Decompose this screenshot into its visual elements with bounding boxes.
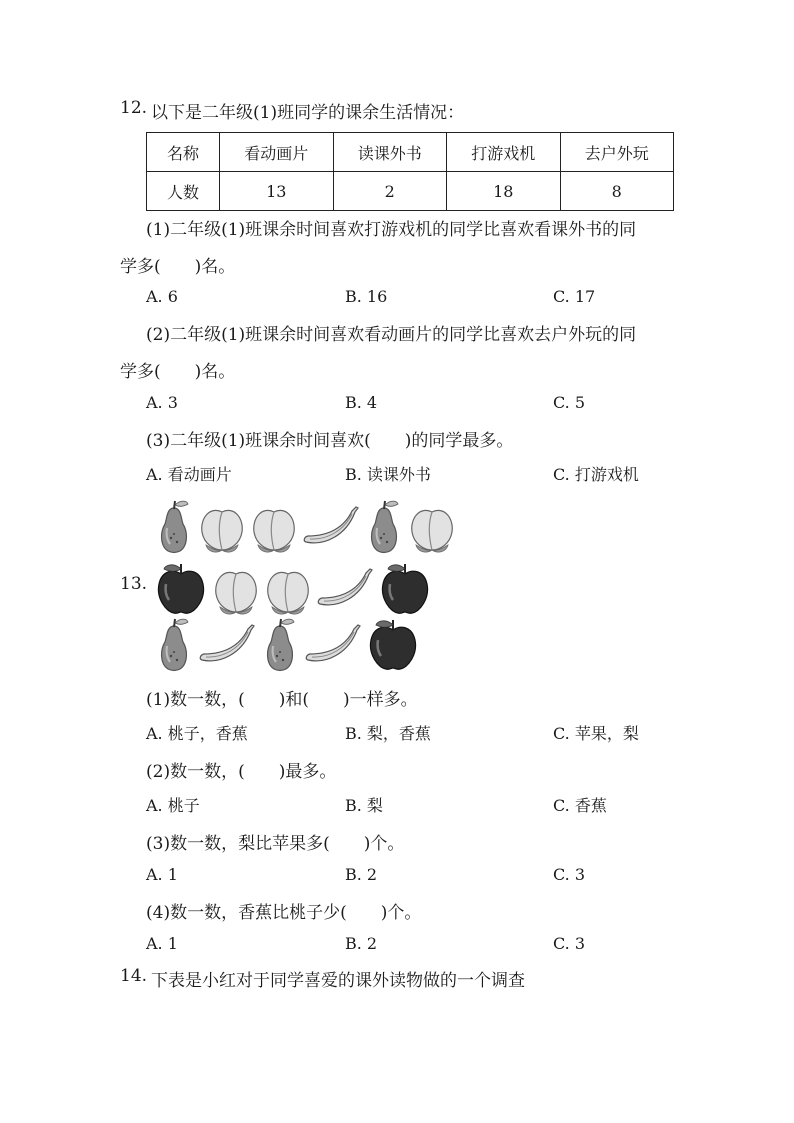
pear-icon — [260, 616, 300, 672]
q12-sub3-line1: (3)二年级(1)班课余时间喜欢( )的同学最多。 — [146, 431, 514, 451]
q12-stem: 以下是二年级(1)班同学的课余生活情况： — [151, 103, 465, 123]
q13-sub4-option-a[interactable]: A. 1 — [146, 934, 178, 953]
pear-icon — [364, 498, 404, 554]
pear-icon — [154, 616, 194, 672]
apple-icon — [366, 616, 420, 672]
q13-sub2-option-b[interactable]: B. 梨 — [345, 796, 383, 815]
table-cell: 打游戏机 — [447, 133, 561, 172]
q12-sub1-option-b[interactable]: B. 16 — [345, 287, 388, 306]
q13-number: 13. — [120, 574, 148, 594]
banana-icon — [316, 560, 374, 616]
apple-icon — [378, 560, 432, 616]
banana-icon — [302, 498, 360, 554]
q12-number: 12. — [120, 98, 148, 118]
table-cell: 去户外玩 — [560, 133, 674, 172]
q12-sub2-option-c[interactable]: C. 5 — [553, 393, 586, 412]
table-cell: 13 — [220, 172, 334, 211]
table-cell: 读课外书 — [333, 133, 447, 172]
table-row — [147, 133, 674, 172]
apple-icon — [154, 560, 208, 616]
q14-stem: 下表是小红对于同学喜爱的课外读物做的一个调查 — [151, 971, 525, 991]
q13-sub3-option-c[interactable]: C. 3 — [553, 865, 586, 884]
table-cell: 18 — [447, 172, 561, 211]
table-row — [147, 172, 674, 211]
table-cell: 看动画片 — [220, 133, 334, 172]
banana-icon — [304, 616, 362, 672]
q13-sub4-option-b[interactable]: B. 2 — [345, 934, 378, 953]
q13-sub1-option-b[interactable]: B. 梨，香蕉 — [345, 724, 431, 743]
q13-sub2-option-a[interactable]: A. 桃子 — [146, 796, 200, 815]
q13-sub3-option-a[interactable]: A. 1 — [146, 865, 178, 884]
peach-icon — [264, 560, 312, 616]
peach-icon — [250, 498, 298, 554]
q13-sub1-text: (1)数一数，( )和( )一样多。 — [146, 690, 418, 710]
q12-sub3-option-a[interactable]: A. 看动画片 — [146, 465, 232, 484]
q12-sub2-line1: (2)二年级(1)班课余时间喜欢看动画片的同学比喜欢去户外玩的同 — [146, 325, 637, 345]
pear-icon — [154, 498, 194, 554]
peach-icon — [212, 560, 260, 616]
q13-sub3-option-b[interactable]: B. 2 — [345, 865, 378, 884]
q13-sub4-option-c[interactable]: C. 3 — [553, 934, 586, 953]
table-cell: 人数 — [147, 172, 220, 211]
table-cell: 2 — [333, 172, 447, 211]
q12-sub1-option-a[interactable]: A. 6 — [146, 287, 178, 306]
q14-number: 14. — [120, 966, 148, 986]
q12-sub3-option-c[interactable]: C. 打游戏机 — [553, 465, 639, 484]
q12-sub1-option-c[interactable]: C. 17 — [553, 287, 596, 306]
peach-icon — [408, 498, 456, 554]
q12-sub1-line1: (1)二年级(1)班课余时间喜欢打游戏机的同学比喜欢看课外书的同 — [146, 220, 637, 240]
q12-sub2-option-b[interactable]: B. 4 — [345, 393, 378, 412]
q12-sub2-line2: 学多( )名。 — [120, 362, 236, 382]
q12-sub2-option-a[interactable]: A. 3 — [146, 393, 178, 412]
q13-sub2-option-c[interactable]: C. 香蕉 — [553, 796, 607, 815]
peach-icon — [198, 498, 246, 554]
q13-sub2-text: (2)数一数，( )最多。 — [146, 762, 337, 782]
banana-icon — [198, 616, 256, 672]
q12-table — [146, 132, 674, 211]
table-cell: 名称 — [147, 133, 220, 172]
q13-sub3-text: (3)数一数，梨比苹果多( )个。 — [146, 834, 405, 854]
q13-sub4-text: (4)数一数，香蕉比桃子少( )个。 — [146, 903, 422, 923]
q12-sub3-option-b[interactable]: B. 读课外书 — [345, 465, 431, 484]
q13-sub1-option-a[interactable]: A. 桃子，香蕉 — [146, 724, 248, 743]
q12-sub1-line2: 学多( )名。 — [120, 257, 236, 277]
table-cell: 8 — [560, 172, 674, 211]
q13-sub1-option-c[interactable]: C. 苹果，梨 — [553, 724, 639, 743]
